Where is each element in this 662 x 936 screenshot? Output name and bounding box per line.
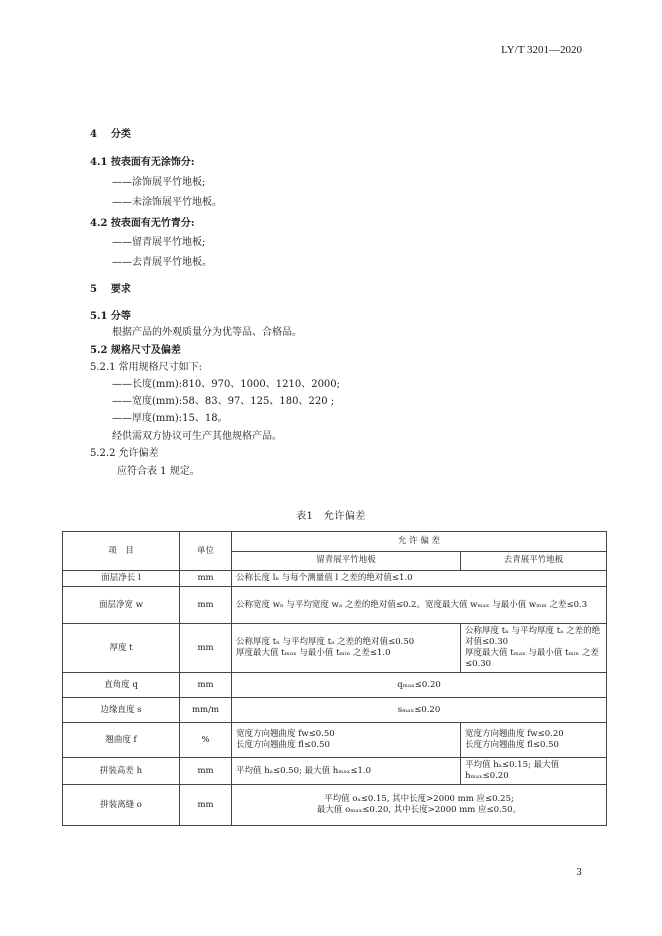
table-caption: 表1 允许偏差 [296,511,366,522]
header-tolerance: 允 许 偏 差 [232,532,607,552]
row-unit: mm [180,587,232,624]
paragraph: 经供需双方协议可生产其他规格产品。 [112,431,282,442]
tolerance-line: 长度方向翘曲度 fl≤0.50 [465,740,559,750]
table-row [63,785,607,826]
section-4-1-heading [90,156,195,170]
table-row [63,624,607,673]
list-item: ——去青展平竹地板。 [112,257,212,268]
subsection-5-2-1-heading: 5.2.1 常用规格尺寸如下: [90,362,202,373]
section-title: 按表面有无涂饰分: [110,157,195,168]
tolerance-line: 长度方向翘曲度 fl≤0.50 [236,740,330,750]
paragraph: 根据产品的外观质量分为优等品、合格品。 [112,327,302,338]
header-col-a: 留青展平竹地板 [232,551,461,571]
tolerance-line: 公称厚度 tₙ 与平均厚度 tₐ 之差的绝对值≤0.30 [465,626,601,647]
row-item: 面层净宽 w [63,587,180,624]
page-number: 3 [576,868,582,878]
table-row [63,758,607,785]
list-item: ——厚度(mm):15、18。 [112,413,228,424]
standard-code: LY/T 3201—2020 [501,44,582,56]
section-number: 4.1 [90,157,108,168]
subsection-5-2-2-heading: 5.2.2 允许偏差 [90,448,159,459]
row-unit: mm [180,571,232,587]
section-number: 5 [90,284,97,295]
tolerance-line: 厚度最大值 tₘₐₓ 与最小值 tₘᵢₙ 之差≤1.0 [236,648,391,658]
list-item: ——宽度(mm):58、83、97、125、180、220 ; [112,396,335,407]
row-tolerance [232,785,607,826]
row-item: 拼装高差 h [63,758,180,785]
row-tolerance-a [232,624,461,673]
tolerance-line: 宽度方向翘曲度 fw≤0.20 [465,729,564,739]
row-unit: mm [180,758,232,785]
section-title: 规格尺寸及偏差 [110,345,181,356]
row-tolerance-b: 平均值 hₐ≤0.15; 最大值 hₘₐₓ≤0.20 [461,758,607,785]
header-col-b: 去青展平竹地板 [461,551,607,571]
row-item: 边缘直度 s [63,698,180,723]
section-number: 4 [90,129,97,140]
tolerance-line: 最大值 oₘₐₓ≤0.20, 其中长度>2000 mm 应≤0.50。 [316,805,522,815]
section-5-heading [90,283,131,297]
tolerance-line: 宽度方向翘曲度 fw≤0.50 [236,729,335,739]
section-number: 5.2 [90,345,108,356]
section-number: 5.1 [90,311,108,322]
list-item: ——长度(mm):810、970、1000、1210、2000; [112,379,341,390]
row-tolerance-a: 平均值 hₐ≤0.50; 最大值 hₘₐₓ≤1.0 [232,758,461,785]
section-4-heading [90,128,131,142]
section-4-2-heading [90,217,195,231]
table-header-row [63,532,607,552]
row-unit: mm [180,624,232,673]
row-unit: mm [180,673,232,698]
section-number: 4.2 [90,218,108,229]
row-tolerance-b [461,723,607,758]
row-unit: mm [180,785,232,826]
list-item: ——涂饰展平竹地板; [112,177,206,188]
table-row [63,723,607,758]
row-item: 厚度 t [63,624,180,673]
tolerance-line: 平均值 oₐ≤0.15, 其中长度>2000 mm 应≤0.25; [324,794,514,804]
row-tolerance: 公称长度 lₙ 与每个测量值 l 之差的绝对值≤1.0 [232,571,607,587]
row-tolerance: sₘₐₓ≤0.20 [232,698,607,723]
row-item: 拼装离缝 o [63,785,180,826]
header-unit: 单位 [180,532,232,571]
row-tolerance: 公称宽度 wₙ 与平均宽度 wₐ 之差的绝对值≤0.2。宽度最大值 wₘₐₓ 与最小值 wₘᵢₙ 之差≤0.3 [232,587,607,624]
section-title: 按表面有无竹青分: [110,218,195,229]
table-row [63,673,607,698]
tolerance-line: 公称厚度 tₙ 与平均厚度 tₐ 之差的绝对值≤0.50 [236,637,415,647]
tolerance-line: 厚度最大值 tₘₐₓ 与最小值 tₘᵢₙ 之差≤0.30 [465,648,599,669]
list-item: ——留青展平竹地板; [112,237,206,248]
row-tolerance: qₘₐₓ≤0.20 [232,673,607,698]
row-tolerance-b [461,624,607,673]
row-unit: mm/m [180,698,232,723]
tolerance-table [62,531,607,826]
row-unit: % [180,723,232,758]
row-item: 翘曲度 f [63,723,180,758]
row-item: 面层净长 l [63,571,180,587]
table-row [63,571,607,587]
paragraph: 应符合表 1 规定。 [117,466,200,477]
section-title: 要求 [110,284,131,295]
table-row [63,587,607,624]
section-5-1-heading [90,310,131,324]
table-row [63,698,607,723]
section-title: 分类 [110,129,131,140]
row-tolerance-a [232,723,461,758]
list-item: ——未涂饰展平竹地板。 [112,197,222,208]
header-item: 项 目 [63,532,180,571]
row-item: 直角度 q [63,673,180,698]
section-title: 分等 [110,311,131,322]
section-5-2-heading [90,344,181,358]
